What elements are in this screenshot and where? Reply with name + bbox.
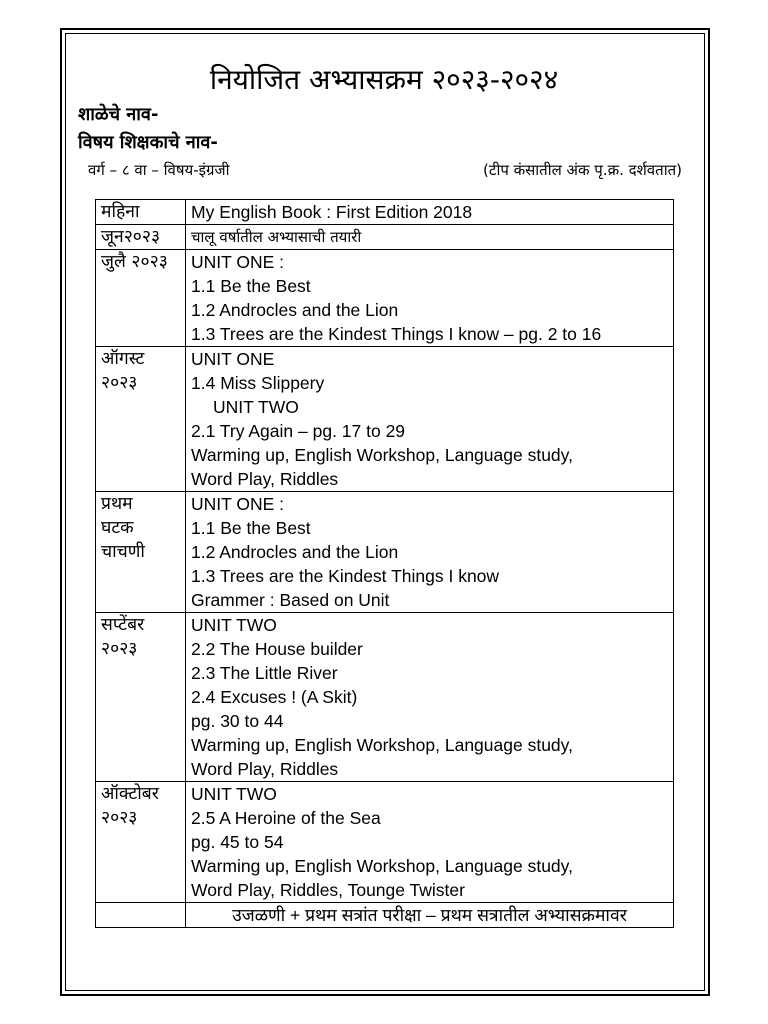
month-cell [96, 492, 186, 613]
table-row [96, 782, 674, 903]
month-text: सप्टेंबर [101, 615, 145, 635]
month-text: चाचणी [101, 542, 145, 562]
content-line: 1.3 Trees are the Kindest Things I know [191, 566, 500, 586]
content-line: 2.2 The House builder [191, 639, 363, 659]
content-line: 2.3 The Little River [191, 663, 338, 683]
content-line: 1.1 Be the Best [191, 276, 311, 296]
content-line: 1.4 Miss Slippery [191, 373, 325, 393]
table-row-final [96, 903, 674, 928]
content-line: UNIT ONE : [191, 494, 285, 514]
class-subject-text: वर्ग – ८ वा – विषय-इंग्रजी [88, 161, 230, 179]
content-line: Word Play, Riddles [191, 759, 339, 779]
month-text: २०२३ [101, 373, 138, 393]
content-line: Warming up, English Workshop, Language study, [191, 856, 573, 876]
syllabus-table [95, 199, 674, 928]
content-line: UNIT TWO [191, 615, 277, 635]
table-row [96, 250, 674, 347]
month-cell [96, 782, 186, 903]
month-text: घटक [101, 518, 134, 538]
table-row [96, 492, 674, 613]
month-cell [96, 347, 186, 492]
content-line: 2.1 Try Again – pg. 17 to 29 [191, 421, 406, 441]
content-line: 1.2 Androcles and the Lion [191, 300, 399, 320]
month-cell [96, 225, 186, 250]
teacher-name-label: विषय शिक्षकाचे नाव- [78, 132, 218, 153]
table-header-row [96, 200, 674, 225]
exam-revision-cell: उजळणी + प्रथम सत्रांत परीक्षा – प्रथम सत्रातील अभ्यासक्रमावर [186, 903, 674, 928]
book-header: My English Book : First Edition 2018 [186, 200, 674, 225]
month-text: प्रथम [101, 494, 133, 514]
month-header: महिना [96, 200, 186, 225]
month-text: जून२०२३ [101, 227, 161, 247]
table-row [96, 225, 674, 250]
content-line: Warming up, English Workshop, Language study, [191, 445, 573, 465]
month-text: जुलै २०२३ [101, 252, 168, 272]
content-line: Word Play, Riddles [191, 469, 339, 489]
month-text: ऑगस्ट [101, 349, 145, 369]
content-cell [186, 613, 674, 782]
content-line: Word Play, Riddles, Tounge Twister [191, 880, 465, 900]
month-cell [96, 250, 186, 347]
content-cell [186, 250, 674, 347]
page-title: नियोजित अभ्यासक्रम २०२३-२०२४ [209, 63, 559, 96]
content-line: UNIT TWO [213, 397, 299, 417]
content-line: Grammer : Based on Unit [191, 590, 390, 610]
content-line: 1.1 Be the Best [191, 518, 311, 538]
month-cell [96, 613, 186, 782]
content-line: UNIT TWO [191, 784, 277, 804]
content-cell [186, 782, 674, 903]
content-line: UNIT ONE : [191, 252, 285, 272]
table-row [96, 613, 674, 782]
month-text: २०२३ [101, 808, 138, 828]
content-line: pg. 45 to 54 [191, 832, 284, 852]
content-cell [186, 347, 674, 492]
content-line: 1.3 Trees are the Kindest Things I know – pg. 2 to 16 [191, 324, 602, 344]
content-line: 2.5 A Heroine of the Sea [191, 808, 381, 828]
content-line: pg. 30 to 44 [191, 711, 284, 731]
table-row [96, 347, 674, 492]
content-line: Warming up, English Workshop, Language study, [191, 735, 573, 755]
content-line: चालू वर्षातील अभ्यासाची तयारी [191, 228, 362, 246]
content-line: 2.4 Excuses ! (A Skit) [191, 687, 358, 707]
school-name-label: शाळेचे नाव- [78, 104, 159, 125]
page-number-note: (टीप कंसातील अंक पृ.क्र. दर्शवतात) [483, 161, 682, 179]
content-line: 1.2 Androcles and the Lion [191, 542, 399, 562]
month-text: ऑक्टोबर [101, 784, 159, 804]
content-line: UNIT ONE [191, 349, 275, 369]
info-row [88, 160, 682, 184]
month-cell-empty [96, 903, 186, 928]
content-cell [186, 492, 674, 613]
month-text: २०२३ [101, 639, 138, 659]
content-cell [186, 225, 674, 250]
